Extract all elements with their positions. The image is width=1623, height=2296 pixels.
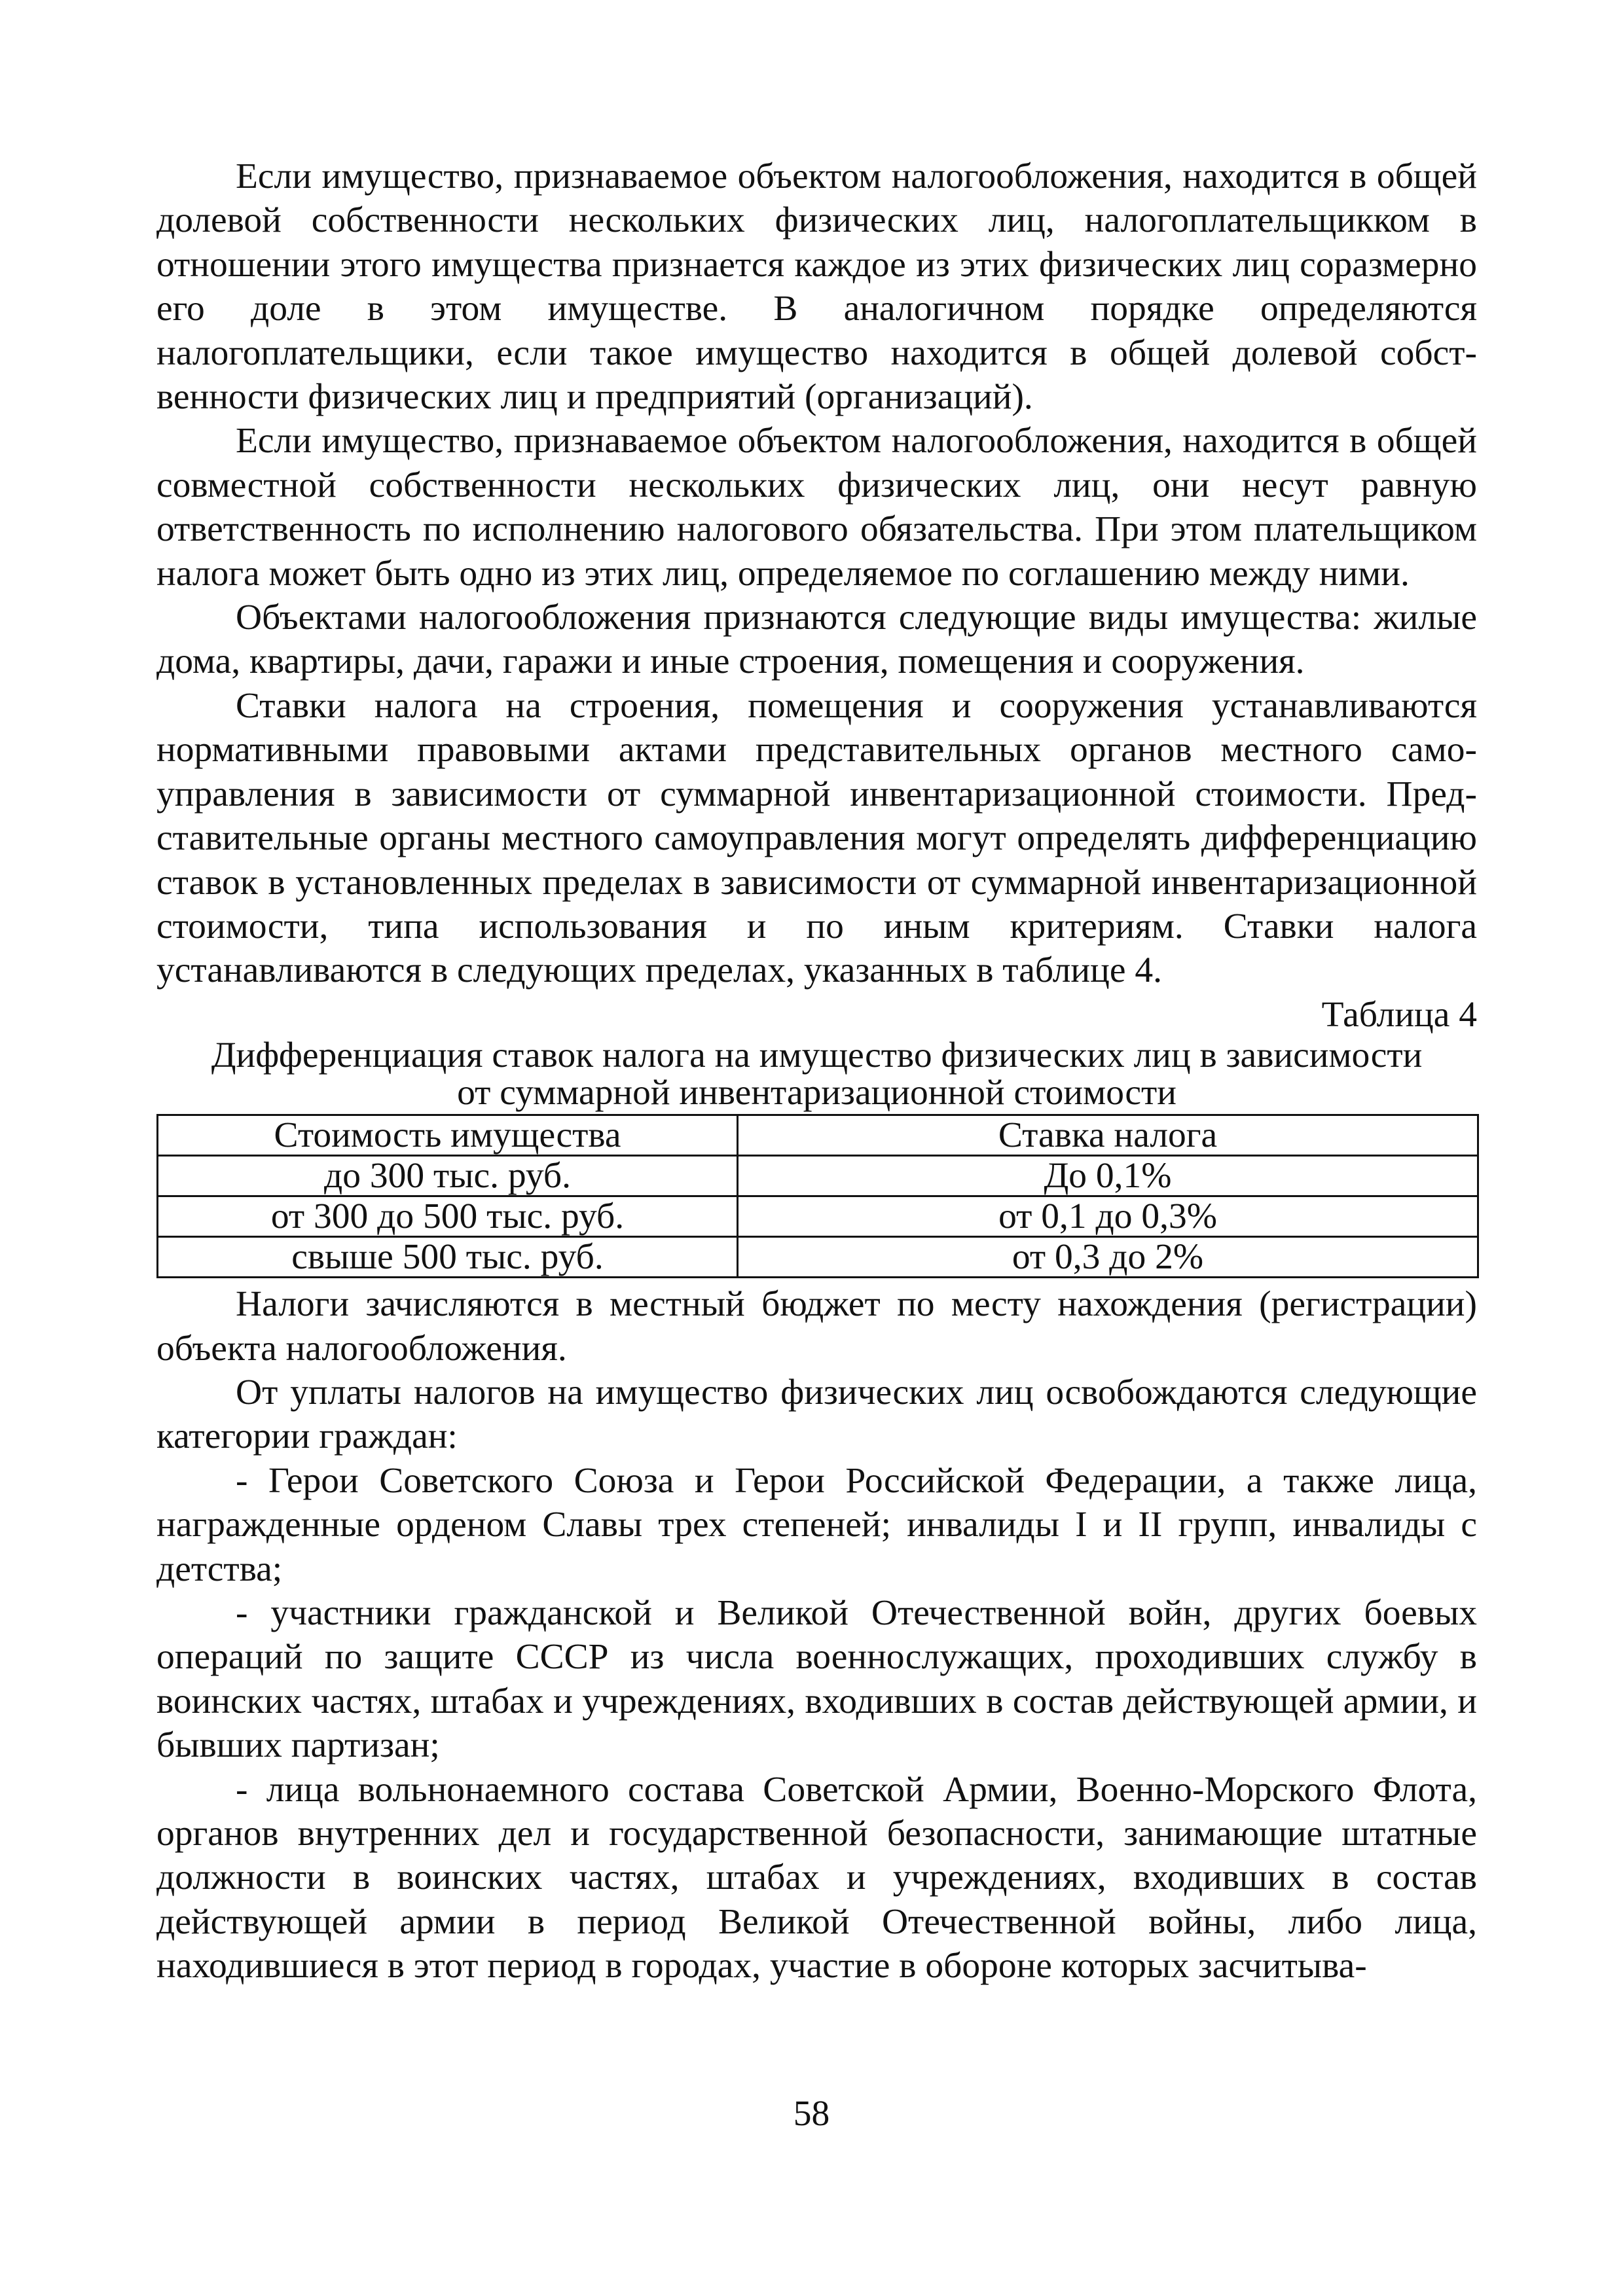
paragraph-exemptions-intro: От уплаты налогов на имущество физических лиц освобождаются следующие категории граждан:	[156, 1372, 1477, 1457]
text-block-before-table	[156, 154, 1477, 993]
table-caption: Дифференциация ставок налога на имущество физических лиц в зависимости от суммарной инвентаризационной стоимости	[211, 1035, 1423, 1113]
paragraph-local-budget: Налоги зачисляются в местный бюджет по месту нахождения (регистрации) объекта налогообложения.	[156, 1284, 1477, 1369]
paragraph-tax-rates: Ставки налога на строения, помещения и сооружения устанавливаются нормативными правовыми актами представительных органов местного самоуправления в зависимости от суммарной инвентаризационной стоимости. Представительные органы местного самоуправления могут определять дифференциацию ставок в установленных пределах в зависимости от суммарной инвентаризационной стоимости, типа использования и по иным критериям. Ставки налога устанавливаются в следующих пределах, указанных в таблице 4.	[156, 685, 1477, 991]
table-row	[158, 1237, 1478, 1278]
tax-rate-table	[156, 1114, 1479, 1278]
page-content	[156, 154, 1477, 1988]
column-header-tax-rate: Ставка налога	[738, 1115, 1478, 1156]
table-cell-rate: от 0,3 до 2%	[738, 1237, 1478, 1278]
table-cell-rate: от 0,1 до 0,3%	[738, 1196, 1478, 1237]
column-header-property-value: Стоимость имущества	[158, 1115, 738, 1156]
table-cell-rate: До 0,1%	[738, 1156, 1478, 1196]
list-item: - лица вольнонаемного состава Советской Армии, Военно-Морского Флота, органов внутренних дел и государственной безопасности, занимающие штатные должности в воинских частях, штабах и учреждениях, входивших в состав действующей армии в период Великой Отечественной войны, либо лица, находившиеся в этот период в городах, участие в обороне которых засчитыва-	[156, 1769, 1477, 1986]
table-label: Таблица 4	[1321, 994, 1477, 1035]
list-item: - участники гражданской и Великой Отечественной войн, других боевых операций по защите СССР из числа военнослужащих, проходивших службу в воинских частях, штабах и учреждениях, входивших в состав действующей армии, и бывших партизан;	[156, 1592, 1477, 1766]
table-row	[158, 1196, 1478, 1237]
table-cell-value: свыше 500 тыс. руб.	[158, 1237, 738, 1278]
text-block-after-table	[156, 1282, 1477, 1988]
table-row	[158, 1156, 1478, 1196]
table-cell-value: от 300 до 500 тыс. руб.	[158, 1196, 738, 1237]
paragraph-taxable-objects: Объектами налогообложения признаются следующие виды имущества: жилые дома, квартиры, дачи, гаражи и иные строения, помещения и сооружения.	[156, 598, 1477, 682]
list-item: - Герои Советского Союза и Герои Российской Федерации, а также лица, награжденные орденом Славы трех степеней; инвалиды I и II групп, инвалиды с детства;	[156, 1460, 1477, 1589]
table-header-row	[158, 1115, 1478, 1156]
page-number: 58	[793, 2094, 830, 2134]
paragraph-common-shared-ownership: Если имущество, признаваемое объектом налогообложения, находится в общей долевой собственности нескольких физических лиц, налогоплательщикком в отношении этого имущества признается каждое из этих физических лиц соразмерно его доле в этом имуществе. В аналогичном порядке определяются налогоплательщики, если такое имущество находится в общей долевой собственности физических лиц и предприятий (организаций).	[156, 156, 1477, 418]
paragraph-joint-ownership: Если имущество, признаваемое объектом налогообложения, находится в общей совместной собственности нескольких физических лиц, они несут равную ответственность по исполнению налогового обязательства. При этом плательщиком налога может быть одно из этих лиц, определяемое по соглашению между ними.	[156, 421, 1477, 594]
table-cell-value: до 300 тыс. руб.	[158, 1156, 738, 1196]
